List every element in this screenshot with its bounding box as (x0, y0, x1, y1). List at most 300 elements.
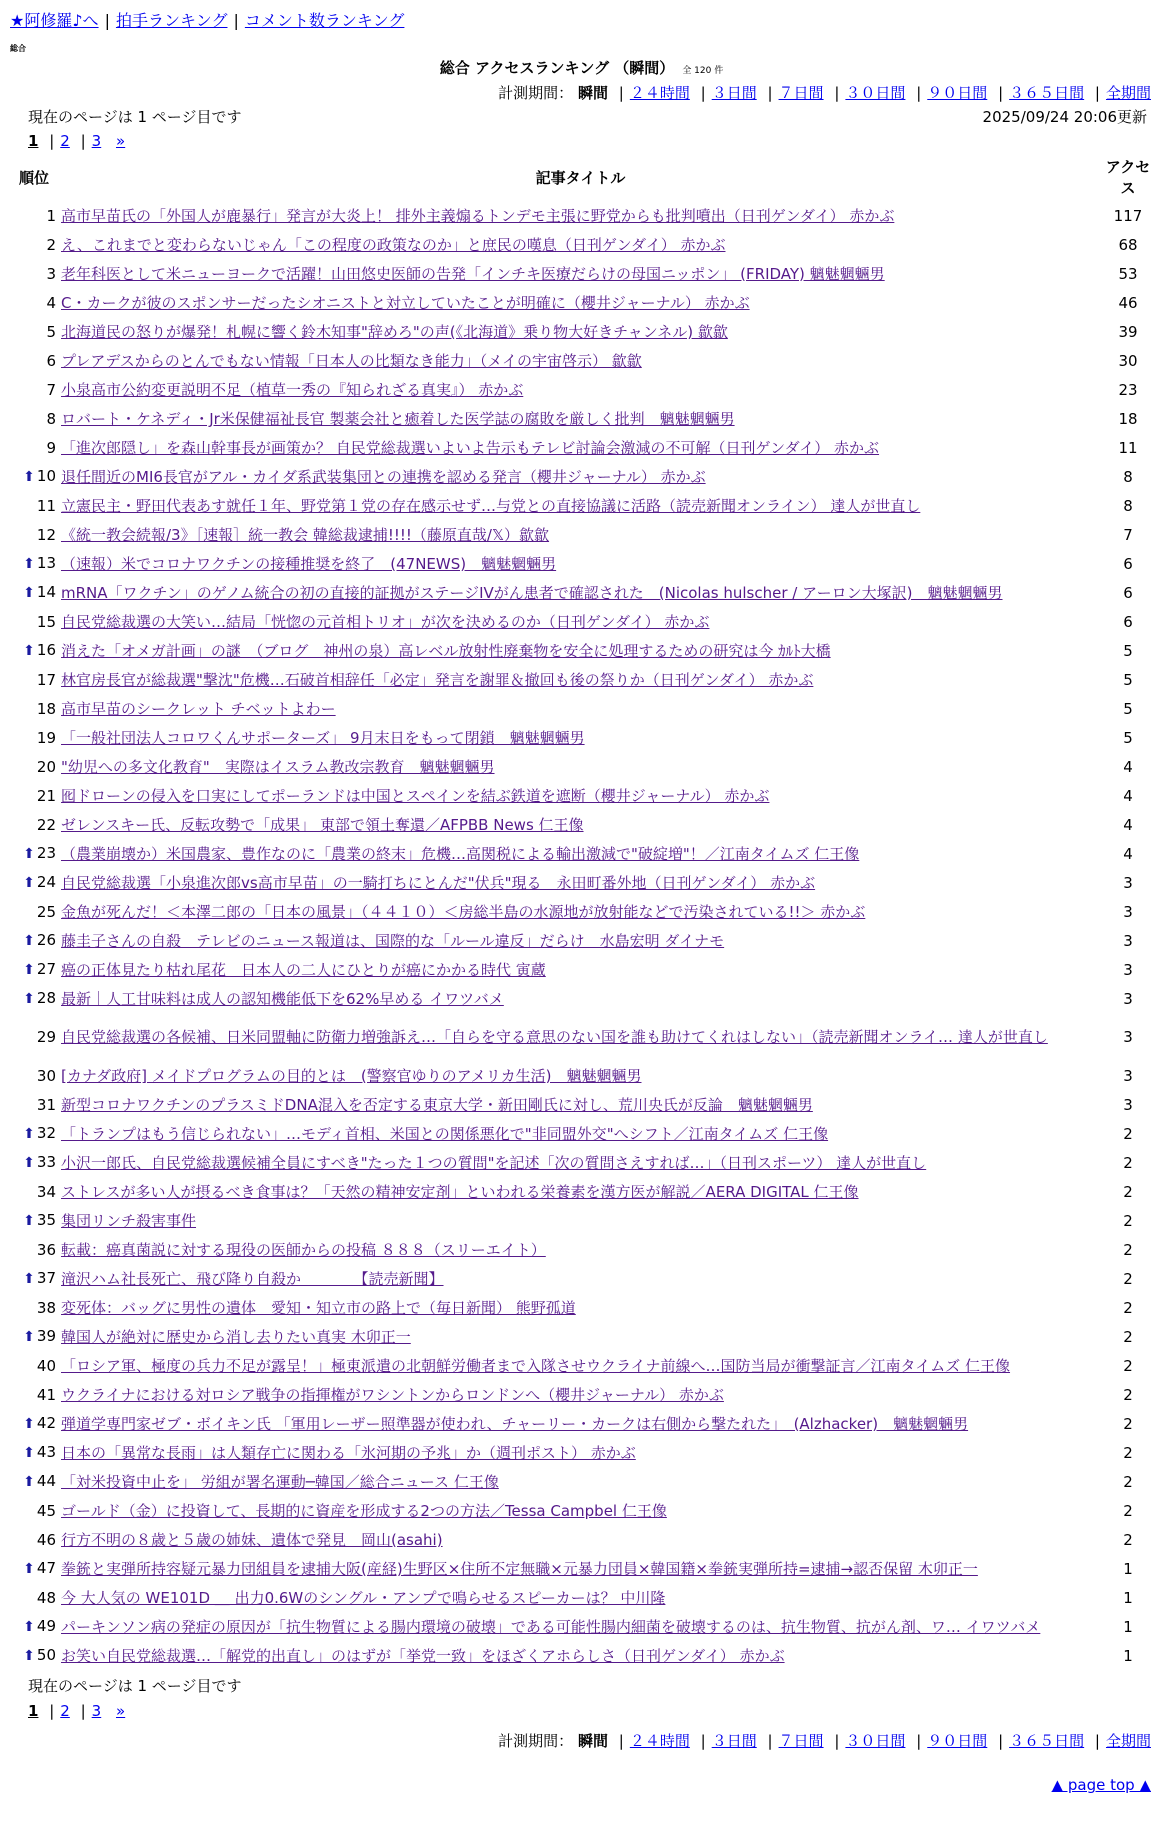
article-link[interactable]: パーキンソン病の発症の原因が「抗生物質による腸内環境の破壊」である可能性腸内細菌を破壊するのは、抗生物質、抗がん剤、ワ… イワツバメ (61, 1617, 1041, 1636)
article-link[interactable]: え、これまでと変わらないじゃん「この程度の政策なのか」と庶民の嘆息（日刊ゲンダイ） 赤かぶ (61, 235, 726, 254)
title-cell (58, 1264, 1103, 1293)
period-24h-link-bottom[interactable]: ２４時間 (629, 1731, 690, 1750)
access-count: 1 (1123, 1646, 1133, 1665)
access-count: 5 (1123, 641, 1133, 660)
pager-page-2-link-bottom[interactable]: 2 (60, 1701, 70, 1720)
access-count: 2 (1123, 1124, 1133, 1143)
rank-cell (10, 607, 58, 636)
up-arrow-icon: ⬆ (23, 1474, 35, 1491)
article-link[interactable]: 林官房長官が総裁選"撃沈"危機…石破首相辞任「必定」発言を謝罪＆撤回も後の祭りか（日刊ゲンダイ） 赤かぶ (61, 670, 814, 689)
rank-cell (10, 1061, 58, 1090)
rank-cell (10, 578, 58, 607)
table-row (10, 1148, 1153, 1177)
table-row (10, 259, 1153, 288)
rank-cell (10, 897, 58, 926)
ranking-table (10, 155, 1153, 1670)
article-link[interactable]: 弾道学専門家ゼブ・ボイキン氏 「軍用レーザー照準器が使われ、チャーリー・カークは右側から撃たれた」 (Alzhacker) 魑魅魍魎男 (61, 1414, 969, 1433)
rank-cell (10, 1641, 58, 1670)
rank-number: 31 (36, 1095, 56, 1114)
article-link[interactable]: 拳銃と実弾所持容疑元暴力団組員を逮捕大阪(産経)生野区×住所不定無職×元暴力団員×韓国籍×拳銃実弾所持=逮捕→認否保留 木卯正一 (61, 1559, 978, 1578)
article-link[interactable]: 日本の「異常な長雨」は人類存亡に関わる「氷河期の予兆」か（週刊ポスト） 赤かぶ (61, 1443, 636, 1462)
pager-page-3-link-bottom[interactable]: 3 (91, 1701, 102, 1720)
table-row (10, 462, 1153, 491)
title-cell (58, 520, 1103, 549)
title-cell (58, 926, 1103, 955)
article-link[interactable]: （農業崩壊か）米国農家、豊作なのに「農業の終末」危機…高関税による輸出激減で"破綻増"！／江南タイムズ 仁王像 (61, 844, 860, 863)
nav-applause-ranking-link[interactable]: 拍手ランキング (115, 11, 228, 30)
rank-cell (10, 694, 58, 723)
up-arrow-icon: ⬆ (23, 1648, 35, 1665)
nav-separator: | (233, 11, 239, 30)
rank-number: 33 (36, 1153, 56, 1172)
rank-number: 44 (36, 1472, 56, 1491)
table-row (10, 1264, 1153, 1293)
article-link[interactable]: 藤圭子さんの自殺 テレビのニュース報道は、国際的な「ルール違反」だらけ 水島宏明 ダイナモ (61, 931, 725, 950)
table-row (10, 1612, 1153, 1641)
rank-number: 16 (36, 641, 56, 660)
table-row (10, 810, 1153, 839)
rank-number: 35 (36, 1211, 56, 1230)
rank-cell (10, 549, 58, 578)
period-90d-link[interactable]: ９０日間 (927, 83, 988, 102)
pager-next-link[interactable]: » (116, 132, 126, 151)
period-90d-link-bottom[interactable]: ９０日間 (927, 1731, 988, 1750)
title-cell (58, 1322, 1103, 1351)
access-count: 4 (1123, 844, 1133, 863)
rank-number: 18 (36, 699, 56, 718)
title-cell (58, 1177, 1103, 1206)
title-cell (58, 346, 1103, 375)
article-link[interactable]: 「一般社団法人コロワくんサポーターズ」 9月末日をもって閉鎖 魑魅魍魎男 (61, 728, 585, 747)
article-link[interactable]: 「トランプはもう信じられない」…モディ首相、米国との関係悪化で"非同盟外交"へシフト／江南タイムズ 仁王像 (61, 1124, 829, 1143)
rank-number: 47 (36, 1559, 56, 1578)
rank-number: 9 (46, 438, 56, 457)
rank-cell (10, 1264, 58, 1293)
access-count: 7 (1123, 525, 1133, 544)
rank-cell (10, 375, 58, 404)
page-info (10, 107, 1153, 127)
period-3d-link-bottom[interactable]: ３日間 (711, 1731, 757, 1750)
access-count: 2 (1123, 1501, 1133, 1520)
rank-number: 10 (36, 467, 56, 486)
article-link[interactable]: 滝沢ハム社長死亡、飛び降り自殺か 【読売新聞】 (61, 1269, 444, 1288)
rank-cell (10, 955, 58, 984)
article-link[interactable]: 新型コロナワクチンのプラスミドDNA混入を否定する東京大学・新田剛氏に対し、荒川央氏が反論 魑魅魍魎男 (61, 1095, 813, 1114)
access-count: 3 (1123, 1066, 1133, 1085)
article-link[interactable]: 高市早苗氏の「外国人が鹿暴行」発言が大炎上！ 排外主義煽るトンデモ主張に野党からも批判噴出（日刊ゲンダイ） 赤かぶ (61, 206, 895, 225)
rank-cell (10, 1235, 58, 1264)
table-row (10, 1177, 1153, 1206)
table-row (10, 201, 1153, 230)
rank-cell (10, 259, 58, 288)
access-count: 53 (1118, 264, 1138, 283)
title-cell (58, 984, 1103, 1013)
pager-top: 1 | 2 | 3 » (28, 132, 126, 151)
table-row (10, 1061, 1153, 1090)
rank-number: 13 (36, 554, 56, 573)
article-link[interactable]: 金魚が死んだ！＜本澤二郎の「日本の風景」（４４１０）＜房総半島の水源地が放射能などで汚染されている!!＞ 赤かぶ (61, 902, 866, 921)
period-24h-link[interactable]: ２４時間 (629, 83, 690, 102)
rank-number: 12 (36, 525, 56, 544)
article-link[interactable]: 変死体：バッグに男性の遺体 愛知・知立市の路上で（毎日新聞） 熊野孤道 (61, 1298, 576, 1317)
article-link[interactable]: ストレスが多い人が摂るべき食事は？「天然の精神安定剤」といわれる栄養素を漢方医が解説／AERA DIGITAL 仁王像 (61, 1182, 859, 1201)
table-row (10, 723, 1153, 752)
rank-cell (10, 433, 58, 462)
table-row (10, 868, 1153, 897)
period-label: 計測期間： (498, 83, 574, 102)
article-link[interactable]: 老年科医として米ニューヨークで活躍！山田悠史医師の告発「インチキ医療だらけの母国ニッポン」 (FRIDAY) 魑魅魍魎男 (61, 264, 885, 283)
title-cell (58, 752, 1103, 781)
ranking-header-row (10, 155, 1153, 201)
up-arrow-icon: ⬆ (23, 875, 35, 892)
up-arrow-icon: ⬆ (23, 1213, 35, 1230)
title-cell (58, 491, 1103, 520)
rank-cell (10, 1583, 58, 1612)
rank-cell (10, 868, 58, 897)
access-count: 3 (1123, 989, 1133, 1008)
rank-number: 39 (36, 1327, 56, 1346)
table-row (10, 1525, 1153, 1554)
title-cell (58, 636, 1103, 665)
table-row (10, 1467, 1153, 1496)
up-arrow-icon: ⬆ (23, 1445, 35, 1462)
rank-number: 45 (36, 1501, 56, 1520)
access-count: 6 (1123, 554, 1133, 573)
title-cell (58, 1641, 1103, 1670)
period-7d-link-bottom[interactable]: ７日間 (778, 1731, 824, 1750)
table-row (10, 1351, 1153, 1380)
rank-cell (10, 1293, 58, 1322)
title-cell (58, 1061, 1103, 1090)
rank-number: 41 (36, 1385, 56, 1404)
title-cell (58, 1496, 1103, 1525)
article-link[interactable]: 北海道民の怒りが爆発！札幌に響く鈴木知事"辞めろ"の声(《北海道》乗り物大好きチャンネル) 歙歙 (61, 322, 728, 341)
table-row (10, 1380, 1153, 1409)
title-cell (58, 1235, 1103, 1264)
article-link[interactable]: [カナダ政府] メイドプログラムの目的とは (警察官ゆりのアメリカ生活) 魑魅魍魎男 (61, 1066, 642, 1085)
rank-cell (10, 1612, 58, 1641)
nav-asyura-link[interactable]: ★阿修羅♪へ (10, 11, 99, 30)
rank-cell (10, 723, 58, 752)
article-link[interactable]: 韓国人が絶対に歴史から消し去りたい真実 木卯正一 (61, 1327, 411, 1346)
rank-cell (10, 1525, 58, 1554)
rank-number: 27 (36, 960, 56, 979)
title-cell (58, 1380, 1103, 1409)
period-all-link[interactable]: 全期間 (1105, 83, 1151, 102)
period-365d-link-bottom[interactable]: ３６５日間 (1009, 1731, 1085, 1750)
access-count: 30 (1118, 351, 1138, 370)
pager-next-link-bottom[interactable]: » (116, 1701, 126, 1720)
rank-cell (10, 520, 58, 549)
article-link[interactable]: "幼児への多文化教育" 実際はイスラム教改宗教育 魑魅魍魎男 (61, 757, 495, 776)
table-row (10, 1496, 1153, 1525)
article-link[interactable]: 癌の正体見たり枯れ尾花 日本人の二人にひとりが癌にかかる時代 寅蔵 (61, 960, 546, 979)
article-link[interactable]: お笑い自民党総裁選…「解党的出直し」のはずが「挙党一致」をほざくアホらしさ（日刊ゲンダイ） 赤かぶ (61, 1646, 785, 1665)
up-arrow-icon: ⬆ (23, 643, 35, 660)
rank-number: 5 (46, 322, 56, 341)
article-link[interactable]: 最新｜人工甘味料は成人の認知機能低下を62%早める イワツバメ (61, 989, 504, 1008)
rank-number: 29 (36, 1028, 56, 1047)
rank-cell (10, 926, 58, 955)
period-30d-link[interactable]: ３０日間 (845, 83, 906, 102)
access-count: 2 (1123, 1211, 1133, 1230)
access-count: 5 (1123, 670, 1133, 689)
ranking-body (10, 201, 1153, 1670)
rank-number: 8 (46, 409, 56, 428)
article-link[interactable]: 退任間近のMI6長官がアル・カイダ系武装集団との連携を認める発言（櫻井ジャーナル） 赤かぶ (61, 467, 706, 486)
article-link[interactable]: C・カークが彼のスポンサーだったシオニストと対立していたことが明確に（櫻井ジャーナル） 赤かぶ (61, 293, 750, 312)
table-row (10, 578, 1153, 607)
title-cell (58, 955, 1103, 984)
access-count: 2 (1123, 1530, 1133, 1549)
table-row (10, 607, 1153, 636)
period-365d-link[interactable]: ３６５日間 (1009, 83, 1085, 102)
title-cell (58, 288, 1103, 317)
up-arrow-icon: ⬆ (23, 1561, 35, 1578)
rank-cell (10, 1554, 58, 1583)
up-arrow-icon: ⬆ (23, 556, 35, 573)
title-cell (58, 201, 1103, 230)
rank-cell (10, 491, 58, 520)
table-row (10, 491, 1153, 520)
title-cell (58, 1438, 1103, 1467)
table-row (10, 1322, 1153, 1351)
rank-number: 50 (36, 1646, 56, 1665)
access-count: 2 (1123, 1240, 1133, 1259)
title-cell (58, 723, 1103, 752)
period-30d-link-bottom[interactable]: ３０日間 (845, 1731, 906, 1750)
rank-number: 22 (36, 815, 56, 834)
rank-number: 3 (46, 264, 56, 283)
access-count: 3 (1123, 873, 1133, 892)
access-count: 46 (1118, 293, 1138, 312)
page-top-link[interactable]: ▲ page top ▲ (1051, 1776, 1151, 1795)
nav-separator: | (104, 11, 110, 30)
access-count: 5 (1123, 699, 1133, 718)
rank-number: 37 (36, 1269, 56, 1288)
article-link[interactable]: ゴールド（金）に投資して、長期的に資産を形成する2つの方法／Tessa Campbel 仁王像 (61, 1501, 667, 1520)
access-count: 3 (1123, 1095, 1133, 1114)
article-link[interactable]: 今 大人気の WE101D ＿ 出力0.6Wのシングル・アンプで鳴らせるスピーカーは？ 中川隆 (61, 1588, 666, 1607)
rank-cell (10, 1090, 58, 1119)
rank-number: 42 (36, 1414, 56, 1433)
table-row (10, 288, 1153, 317)
page-top (10, 1775, 1153, 1795)
title-cell (58, 868, 1103, 897)
rank-cell (10, 781, 58, 810)
access-count: 2 (1123, 1182, 1133, 1201)
rank-number: 2 (46, 235, 56, 254)
page-title-text: 総合 アクセスランキング （瞬間） (439, 59, 675, 78)
title-cell (58, 1013, 1103, 1061)
article-link[interactable]: 《統一教会続報/3》［速報］統一教会 韓総裁逮捕!!!!（藤原直哉/𝕏）歙歙 (61, 525, 550, 544)
access-count: 4 (1123, 786, 1133, 805)
current-page-text-bottom: 現在のページは 1 ページ目です (28, 1677, 242, 1696)
title-cell (58, 1206, 1103, 1235)
rank-number: 15 (36, 612, 56, 631)
access-count: 2 (1123, 1269, 1133, 1288)
access-count: 2 (1123, 1327, 1133, 1346)
title-cell (58, 433, 1103, 462)
table-row (10, 665, 1153, 694)
article-link[interactable]: 「進次郎隠し」を森山幹事長が画策か？ 自民党総裁選いよいよ告示もテレビ討論会激減の不可解（日刊ゲンダイ） 赤かぶ (61, 438, 880, 457)
title-cell (58, 317, 1103, 346)
access-count: 2 (1123, 1385, 1133, 1404)
table-row (10, 1438, 1153, 1467)
up-arrow-icon: ⬆ (23, 585, 35, 602)
rank-number: 36 (36, 1240, 56, 1259)
page-info-bottom (10, 1676, 1153, 1696)
table-row (10, 955, 1153, 984)
table-row (10, 1641, 1153, 1670)
rank-cell (10, 984, 58, 1013)
rank-number: 40 (36, 1356, 56, 1375)
table-row (10, 1235, 1153, 1264)
article-link[interactable]: （速報）米でコロナワクチンの接種推奨を終了 (47NEWS) 魑魅魍魎男 (61, 554, 557, 573)
table-row (10, 549, 1153, 578)
access-count: 2 (1123, 1356, 1133, 1375)
table-row (10, 317, 1153, 346)
title-cell (58, 781, 1103, 810)
pager-current-page: 1 (28, 132, 39, 151)
access-count: 6 (1123, 583, 1133, 602)
table-row (10, 375, 1153, 404)
table-row (10, 1409, 1153, 1438)
article-count: 全 120 件 (682, 66, 724, 77)
up-arrow-icon: ⬆ (23, 469, 35, 486)
rank-number: 20 (36, 757, 56, 776)
access-count: 1 (1123, 1559, 1133, 1578)
article-link[interactable]: ゼレンスキー氏、反転攻勢で「成果」 東部で領土奪還／AFPBB News 仁王像 (61, 815, 584, 834)
rank-number: 19 (36, 728, 56, 747)
rank-number: 48 (36, 1588, 56, 1607)
rank-cell (10, 1409, 58, 1438)
article-link[interactable]: 自民党総裁選の大笑い…結局「恍惚の元首相トリオ」が次を決めるのか（日刊ゲンダイ） 赤かぶ (61, 612, 710, 631)
article-link[interactable]: 集団リンチ殺害事件 (61, 1211, 197, 1230)
period-all-link-bottom[interactable]: 全期間 (1105, 1731, 1151, 1750)
rank-cell (10, 230, 58, 259)
title-cell (58, 665, 1103, 694)
table-row (10, 1013, 1153, 1061)
access-count: 39 (1118, 322, 1138, 341)
up-arrow-icon: ⬆ (23, 933, 35, 950)
title-cell (58, 1293, 1103, 1322)
access-count: 2 (1123, 1298, 1133, 1317)
access-count: 18 (1118, 409, 1138, 428)
rank-cell (10, 1438, 58, 1467)
article-link[interactable]: 自民党総裁選「小泉進次郎vs高市早苗」の一騎打ちにとんだ"伏兵"現る 永田町番外地（日刊ゲンダイ） 赤かぶ (61, 873, 816, 892)
rank-number: 26 (36, 931, 56, 950)
article-link[interactable]: mRNA「ワクチン」のゲノム統合の初の直接的証拠がステージIVがん患者で確認された (Nicolas hulscher / アーロン大塚訳) 魑魅魍魎男 (61, 583, 1003, 602)
title-cell (58, 404, 1103, 433)
up-arrow-icon: ⬆ (23, 1155, 35, 1172)
pager-bottom: 1 | 2 | 3 » (28, 1701, 126, 1720)
rank-number: 28 (36, 989, 56, 1008)
nav-comment-ranking-link[interactable]: コメント数ランキング (244, 11, 405, 30)
up-arrow-icon: ⬆ (23, 1619, 35, 1636)
rank-number: 17 (36, 670, 56, 689)
table-row (10, 433, 1153, 462)
table-row (10, 897, 1153, 926)
table-row (10, 752, 1153, 781)
title-cell (58, 694, 1103, 723)
rank-number: 32 (36, 1124, 56, 1143)
article-link[interactable]: 自民党総裁選の各候補、日米同盟軸に防衛力増強訴え…「自らを守る意思のない国を誰も助けてくれはしない」（読売新聞オンライ… 達人が世直し (61, 1028, 1048, 1047)
pager-page-2-link[interactable]: 2 (60, 132, 70, 151)
access-count: 1 (1123, 1617, 1133, 1636)
title-cell (58, 1554, 1103, 1583)
updated-timestamp: 2025/09/24 20:06更新 (982, 107, 1147, 126)
rank-number: 30 (36, 1066, 56, 1085)
access-count: 2 (1123, 1443, 1133, 1462)
rank-number: 24 (36, 873, 56, 892)
access-count: 2 (1123, 1153, 1133, 1172)
table-row (10, 230, 1153, 259)
access-count: 3 (1123, 902, 1133, 921)
article-link[interactable]: 高市早苗のシークレット チベットよわー (61, 699, 336, 718)
up-arrow-icon: ⬆ (23, 991, 35, 1008)
article-link[interactable]: 小沢一郎氏、自民党総裁選候補全員にすべき"たった１つの質問"を記述「次の質問さえすれば…」（日刊スポーツ） 達人が世直し (61, 1153, 927, 1172)
period-current: 瞬間 (577, 83, 608, 102)
rank-number: 11 (36, 496, 56, 515)
table-row (10, 781, 1153, 810)
article-link[interactable]: 転載：癌真菌説に対する現役の医師からの投稿 ８８８（スリーエイト） (61, 1240, 546, 1259)
article-link[interactable]: 行方不明の８歳と５歳の姉妹、遺体で発見 岡山(asahi) (61, 1530, 443, 1549)
article-link[interactable]: 「対米投資中止を」 労組が署名運動─韓国／総合ニュース 仁王像 (61, 1472, 499, 1491)
table-row (10, 926, 1153, 955)
period-3d-link[interactable]: ３日間 (711, 83, 757, 102)
rank-cell (10, 201, 58, 230)
pager-page-3-link[interactable]: 3 (91, 132, 102, 151)
table-row (10, 984, 1153, 1013)
access-count: 8 (1123, 467, 1133, 486)
up-arrow-icon: ⬆ (23, 1416, 35, 1433)
article-link[interactable]: 立憲民主・野田代表あす就任１年、野党第１党の存在感示せず…与党との直接協議に活路（読売新聞オンライン） 達人が世直し (61, 496, 921, 515)
title-header: 記事タイトル (535, 169, 626, 188)
top-nav (10, 10, 1153, 32)
up-arrow-icon: ⬆ (23, 846, 35, 863)
article-link[interactable]: ロバート・ケネディ・Jr米保健福祉長官 製薬会社と癒着した医学誌の腐敗を厳しく批判 魑魅魍魎男 (61, 409, 735, 428)
table-row (10, 1206, 1153, 1235)
table-row (10, 1554, 1153, 1583)
title-cell (58, 578, 1103, 607)
title-cell (58, 462, 1103, 491)
article-link[interactable]: 囮ドローンの侵入を口実にしてポーランドは中国とスペインを結ぶ鉄道を遮断（櫻井ジャーナル） 赤かぶ (61, 786, 770, 805)
category-tag: 総合 (10, 43, 26, 53)
article-link[interactable]: ウクライナにおける対ロシア戦争の指揮権がワシントンからロンドンへ（櫻井ジャーナル） 赤かぶ (61, 1385, 724, 1404)
access-count: 2 (1123, 1414, 1133, 1433)
up-arrow-icon: ⬆ (23, 1271, 35, 1288)
rank-cell (10, 462, 58, 491)
rank-cell (10, 1496, 58, 1525)
title-cell (58, 1351, 1103, 1380)
period-7d-link[interactable]: ７日間 (778, 83, 824, 102)
article-link[interactable]: 消えた「オメガ計画」の謎 （ブログ 神州の泉）高レベル放射性廃棄物を安全に処理するための研究は今 ｶﾙﾄ大橋 (61, 641, 831, 660)
period-label-bottom: 計測期間： (498, 1731, 574, 1750)
article-link[interactable]: 「ロシア軍、極度の兵力不足が露呈！」極東派遣の北朝鮮労働者まで入隊させウクライナ前線へ…国防当局が衝撃証言／江南タイムズ 仁王像 (61, 1356, 1011, 1375)
current-page-text: 現在のページは 1 ページ目です (28, 107, 242, 126)
rank-cell (10, 1467, 58, 1496)
rank-cell (10, 1380, 58, 1409)
title-cell (58, 230, 1103, 259)
access-count: 8 (1123, 496, 1133, 515)
table-row (10, 1119, 1153, 1148)
article-link[interactable]: 小泉高市公約変更説明不足（植草一秀の『知られざる真実』） 赤かぶ (61, 380, 524, 399)
article-link[interactable]: プレアデスからのとんでもない情報「日本人の比類なき能力」（メイの宇宙啓示） 歙歙 (61, 351, 642, 370)
table-row (10, 1293, 1153, 1322)
title-cell (58, 607, 1103, 636)
access-count: 11 (1118, 438, 1138, 457)
